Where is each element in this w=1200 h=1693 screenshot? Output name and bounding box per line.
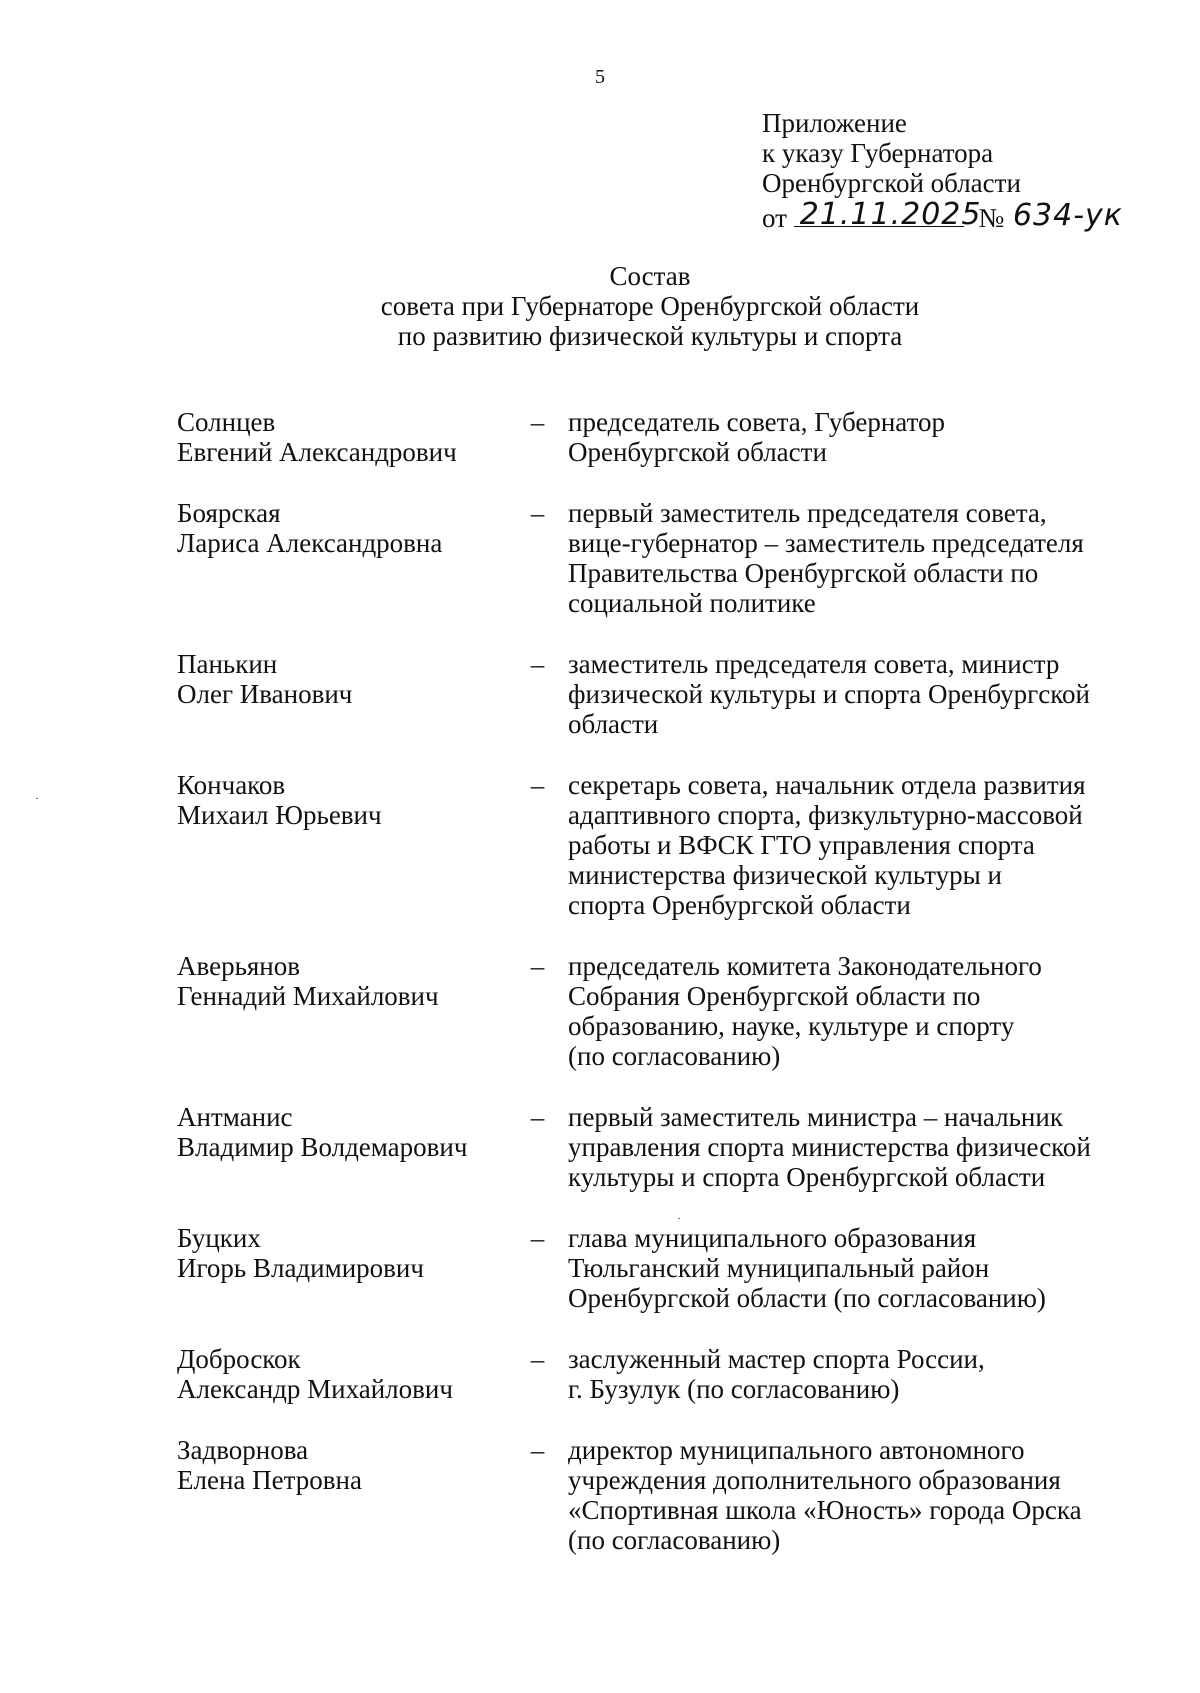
appendix-line-3: Оренбургской области <box>762 168 1021 198</box>
role-line: г. Бузулук (по согласованию) <box>568 1374 900 1404</box>
member-given-name: Елена Петровна <box>177 1465 362 1495</box>
member-entry <box>177 1223 1137 1313</box>
member-role <box>568 1344 1128 1404</box>
role-line: директор муниципального автономного <box>568 1435 1025 1465</box>
scan-speck <box>678 1218 680 1219</box>
member-surname: Боярская <box>177 498 281 528</box>
member-dash: – <box>530 649 545 679</box>
role-line: (по согласованию) <box>568 1525 781 1555</box>
appendix-header <box>762 108 1129 233</box>
role-line: (по согласованию) <box>568 1041 781 1071</box>
handwritten-number: 634-ук <box>1012 198 1123 233</box>
role-line: вице-губернатор – заместитель председателя <box>568 528 1084 558</box>
member-dash: – <box>530 770 545 800</box>
member-entry <box>177 407 1137 467</box>
role-line: социальной политике <box>568 588 816 618</box>
scan-speck <box>36 798 38 799</box>
member-surname: Панькин <box>177 649 278 679</box>
member-surname: Аверьянов <box>177 951 301 981</box>
member-name <box>177 649 507 709</box>
title-line-2: совета при Губернаторе Оренбургской области <box>380 291 920 321</box>
member-entry <box>177 1435 1137 1555</box>
role-line: Оренбургской области <box>568 437 827 467</box>
role-line: председатель совета, Губернатор <box>568 407 946 437</box>
member-entry <box>177 1344 1137 1404</box>
member-dash: – <box>530 951 545 981</box>
role-line: Оренбургской области (по согласованию) <box>568 1283 1046 1313</box>
role-line: глава муниципального образования <box>568 1223 977 1253</box>
member-entry <box>177 951 1137 1071</box>
member-entry <box>177 649 1137 739</box>
member-role <box>568 407 1128 467</box>
role-line: Тюльганский муниципальный район <box>568 1253 990 1283</box>
role-line: образованию, науке, культуре и спорту <box>568 1011 1015 1041</box>
member-role <box>568 1102 1128 1192</box>
member-name <box>177 1223 507 1283</box>
role-line: «Спортивная школа «Юность» города Орска <box>568 1495 1082 1525</box>
appendix-date-number-line <box>762 198 1129 233</box>
member-dash: – <box>530 1102 545 1132</box>
role-line: секретарь совета, начальник отдела развития <box>568 770 1086 800</box>
from-label: от <box>762 203 787 233</box>
member-given-name: Олег Иванович <box>177 679 353 709</box>
member-role <box>568 951 1128 1071</box>
role-line: первый заместитель председателя совета, <box>568 498 1047 528</box>
role-line: адаптивного спорта, физкультурно-массовой <box>568 800 1083 830</box>
members-list <box>177 407 1137 1555</box>
role-line: председатель комитета Законодательного <box>568 951 1042 981</box>
appendix-line-2: к указу Губернатора <box>762 138 994 168</box>
member-entry <box>177 770 1137 920</box>
member-entry <box>177 498 1137 618</box>
member-role <box>568 498 1128 618</box>
member-role <box>568 649 1128 739</box>
role-line: Собрания Оренбургской области по <box>568 981 981 1011</box>
member-surname: Антманис <box>177 1102 293 1132</box>
member-name <box>177 1344 507 1404</box>
member-surname: Солнцев <box>177 407 276 437</box>
member-given-name: Геннадий Михайлович <box>177 981 439 1011</box>
member-surname: Задворнова <box>177 1435 309 1465</box>
page-number: 5 <box>595 66 605 88</box>
date-blank <box>794 197 982 232</box>
member-given-name: Игорь Владимирович <box>177 1253 424 1283</box>
role-line: Правительства Оренбургской области по <box>568 558 1039 588</box>
document-title <box>0 261 1200 351</box>
appendix-line-1: Приложение <box>762 108 907 138</box>
member-name <box>177 498 507 558</box>
member-role <box>568 1435 1128 1555</box>
role-line: управления спорта министерства физической <box>568 1132 1091 1162</box>
member-name <box>177 951 507 1011</box>
member-given-name: Владимир Волдемарович <box>177 1132 468 1162</box>
handwritten-date: 21.11.2025 <box>799 197 982 232</box>
member-dash: – <box>530 1344 545 1374</box>
member-dash: – <box>530 1223 545 1253</box>
role-line: спорта Оренбургской области <box>568 890 911 920</box>
role-line: заместитель председателя совета, министр <box>568 649 1060 679</box>
member-role <box>568 1223 1128 1313</box>
member-given-name: Михаил Юрьевич <box>177 800 382 830</box>
member-entry <box>177 1102 1137 1192</box>
role-line: культуры и спорта Оренбургской области <box>568 1162 1046 1192</box>
member-surname: Буцких <box>177 1223 261 1253</box>
member-name <box>177 1435 507 1495</box>
member-dash: – <box>530 498 545 528</box>
member-name <box>177 1102 507 1162</box>
role-line: первый заместитель министра – начальник <box>568 1102 1063 1132</box>
member-role <box>568 770 1128 920</box>
title-line-1: Состав <box>609 261 691 291</box>
role-line: физической культуры и спорта Оренбургской <box>568 679 1090 709</box>
member-surname: Доброскок <box>177 1344 301 1374</box>
member-name <box>177 770 507 830</box>
number-label: № <box>978 203 1005 233</box>
member-given-name: Лариса Александровна <box>177 528 443 558</box>
member-surname: Кончаков <box>177 770 286 800</box>
role-line: области <box>568 709 659 739</box>
role-line: учреждения дополнительного образования <box>568 1465 1061 1495</box>
role-line: министерства физической культуры и <box>568 860 1002 890</box>
member-dash: – <box>530 1435 545 1465</box>
title-line-3: по развитию физической культуры и спорта <box>397 321 903 351</box>
number-blank <box>1011 198 1129 233</box>
role-line: заслуженный мастер спорта России, <box>568 1344 985 1374</box>
member-dash: – <box>530 407 545 437</box>
member-given-name: Александр Михайлович <box>177 1374 453 1404</box>
role-line: работы и ВФСК ГТО управления спорта <box>568 830 1035 860</box>
member-given-name: Евгений Александрович <box>177 437 457 467</box>
member-name <box>177 407 507 467</box>
